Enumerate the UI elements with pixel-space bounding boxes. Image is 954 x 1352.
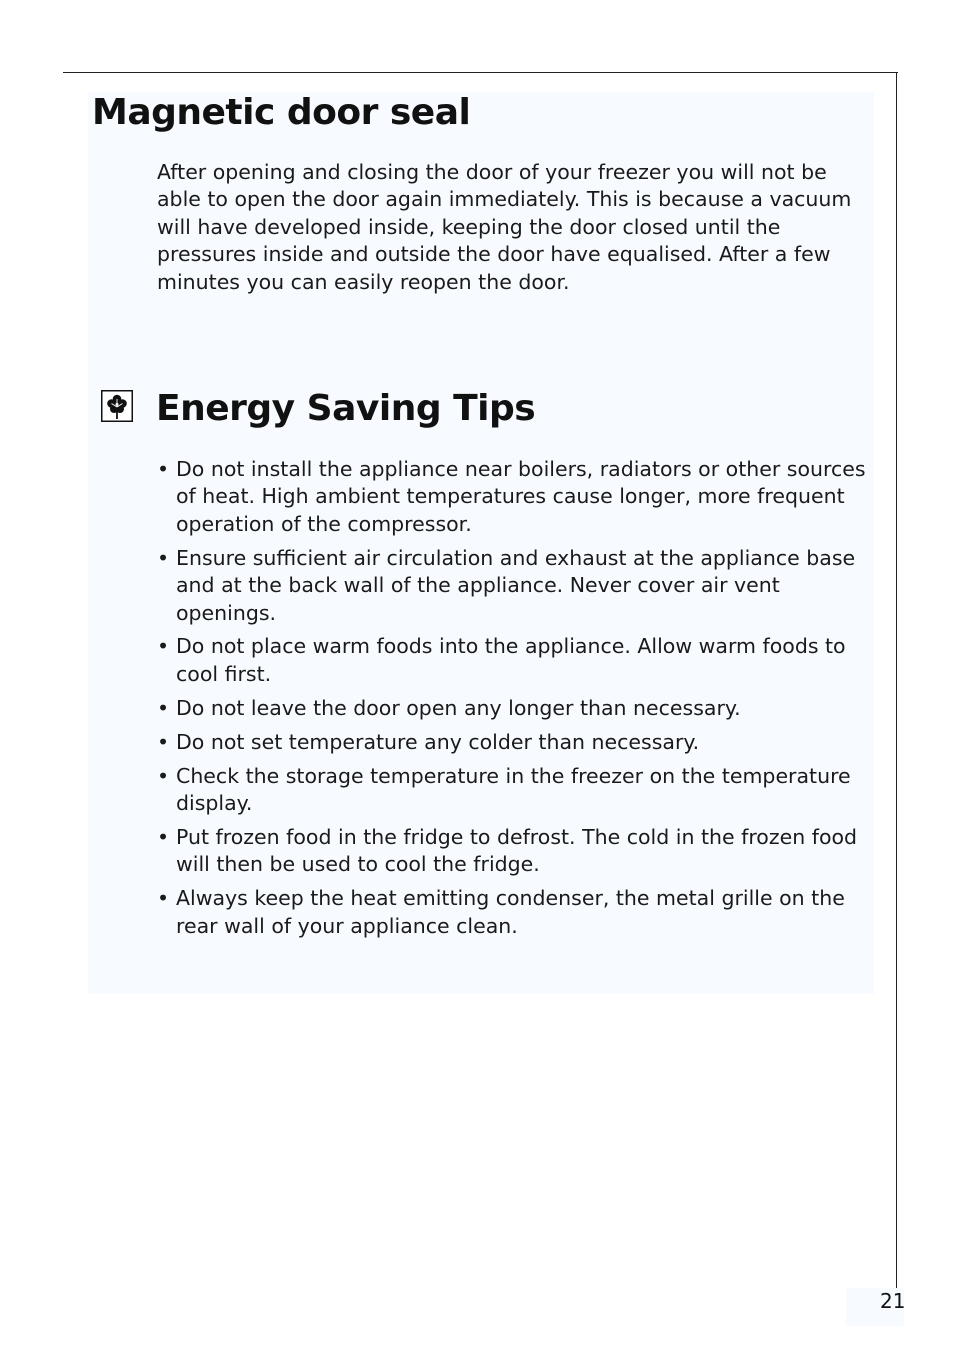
bullet-icon: • [157,695,170,720]
clover-icon [101,390,133,422]
tip-text: Do not place warm foods into the appliance. Allow warm foods to cool first. [176,634,846,686]
tip-text: Always keep the heat emitting condenser, the metal grille on the rear wall of your appliance clean. [176,886,845,938]
top-rule [63,72,898,73]
bullet-icon: • [157,457,170,481]
bullet-icon: • [157,886,170,911]
list-item [157,695,877,722]
list-item [157,824,877,879]
section-title-energy-saving-tips: Energy Saving Tips [156,388,536,429]
bullet-icon: • [157,545,170,570]
tip-text: Do not install the appliance near boilers, radiators or other sources of heat. High ambient temperatures cause longer, more frequent operation of the compressor. [176,457,866,536]
bullet-icon: • [157,634,170,659]
list-item [157,545,877,627]
right-margin-rule [896,72,897,1312]
tip-text: Put frozen food in the fridge to defrost. The cold in the frozen food will then be used to cool the fridge. [176,824,858,877]
tip-text: Ensure sufficient air circulation and exhaust at the appliance base and at the back wall of the appliance. Never cover air vent openings. [176,545,856,625]
bullet-icon: • [157,824,170,849]
tip-text: Check the storage temperature in the freezer on the temperature display. [176,763,851,815]
magnetic-door-seal-paragraph: After opening and closing the door of your freezer you will not be able to open the door again immediately. This is because a vacuum will have developed inside, keeping the door closed until the pressures inside and outside the door have equalised. After a few minutes you can easily reopen the door. [157,160,852,294]
list-item [157,456,877,538]
section-title-magnetic-door-seal: Magnetic door seal [92,92,471,133]
page-number: 21 [880,1289,906,1313]
list-item [157,885,877,940]
list-item [157,729,877,756]
list-item [157,633,877,688]
tip-text: Do not set temperature any colder than necessary. [176,729,700,754]
bullet-icon: • [157,763,170,788]
list-item [157,763,877,818]
tip-text: Do not leave the door open any longer than necessary. [176,695,741,720]
bullet-icon: • [157,729,170,754]
energy-tips-list [157,456,877,947]
